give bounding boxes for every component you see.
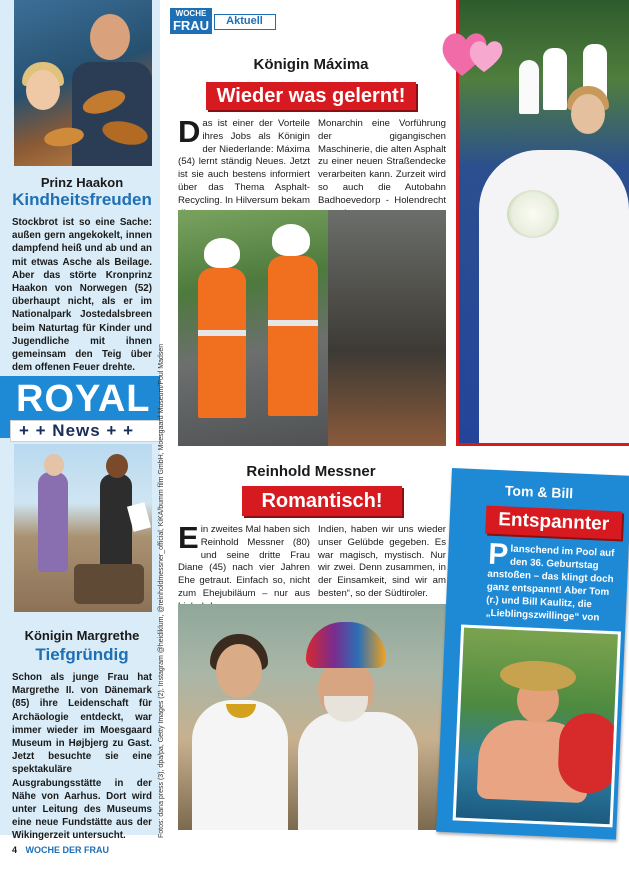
logo-top-word: WOCHE (175, 9, 207, 18)
photo-prince-haakon (14, 0, 152, 166)
photo-tom-bill-pool (453, 625, 621, 828)
magazine-name: WOCHE DER FRAU (25, 845, 110, 855)
maxima-kicker: Königin Máxima (253, 56, 369, 73)
margrethe-kicker: Königin Margrethe (24, 628, 140, 643)
messner-headline: Romantisch! (261, 490, 383, 512)
news-strip (10, 420, 160, 442)
logo-bottom-word: FRAU (172, 18, 210, 33)
news-subtitle: + + News + + (19, 421, 135, 440)
section-tag (214, 14, 276, 30)
photo-queen-margrethe (14, 444, 152, 612)
maxima-headline: Wieder was gelernt! (216, 85, 406, 107)
maxima-headline-banner (206, 82, 416, 110)
photo-queen-maxima (178, 210, 446, 446)
section-label: Aktuell (226, 15, 263, 27)
haakon-kicker: Prinz Haakon (40, 175, 124, 190)
page-footer (12, 845, 109, 855)
maxima-text-1: as ist einer der Vorteile ihres Jobs als Königin der Niederlande: Máxima (54) lernt ständig Neues. Jetzt ist sie auch bestens informiert über das Thema Asphalt-Recycling. In Hilversum bekam (178, 118, 310, 206)
messner-text-column-1 (178, 520, 311, 614)
page-number: 4 (12, 845, 18, 855)
tom-bill-text: lanschend im Pool auf den 36. Geburtstag anstoßen – das klingt doch ganz entspannt! Aber Tom (r.) und Bill Kaulitz, die „Lieblingszwillinge“ von (485, 543, 615, 624)
tom-bill-headline: Entspannter (497, 509, 610, 535)
royal-title: ROYAL (16, 378, 151, 420)
tom-bill-card (436, 468, 629, 840)
photo-credit: Fotos: dana press (3), dpa/pa, Getty Images (2), Instagram @heidiklum, @reinholdmessner_official, KiKA/bumm film GmbH, Moesgaard Museum/Poul Madsen (158, 343, 165, 838)
messner-dropcap: E (178, 520, 199, 555)
maxima-text-column-1 (178, 114, 310, 220)
photo-reinhold-messner (178, 604, 446, 830)
tom-bill-article-text (485, 537, 620, 626)
tom-bill-kicker: Tom & Bill (504, 482, 574, 502)
tom-bill-dropcap: P (487, 537, 509, 572)
magazine-logo (170, 8, 212, 34)
haakon-article-text: Stockbrot ist so eine Sache: außen gern angekokelt, innen dampfend heiß und ab und an mit etwas Asche als Beilage. Aber das störte Kronprinz Haakon von Norwegen (52) überhaupt nicht, als er im Nationalpark Jostedalsbreen beim Naturtag für Kinder und Jugendliche mit ihnen gemeinsam den Teig über dem offenen Feuer drehte. (12, 217, 152, 374)
messner-kicker: Reinhold Messner (246, 463, 376, 480)
tom-bill-headline-banner (485, 506, 622, 540)
margrethe-headline: Tiefgründig (35, 645, 129, 664)
hearts-icon (440, 22, 504, 82)
messner-headline-banner (242, 486, 402, 516)
messner-text-column-2: Indien, haben wir uns wieder unser Gelübde gegeben. Es war magisch, mystisch. Nur wir zwei. Denn zusammen, in der Einsamkeit, sind wir am besten“, so der Südtiroler. (318, 524, 446, 599)
margrethe-article-text: Schon als junge Frau hat Margrethe II. von Dänemark (85) ihre Leidenschaft für Archäologie entdeckt, war immer wieder im Moesgaard Museum in Højbjerg zu Gast. Jetzt besuchte sie eine spektakuläre Ausgrabungsstätte in der Nähe von Aarhus. Dort wird unter Leitung des Museums eine neue Fundstätte aus der Wikingerzeit untersucht. (12, 672, 152, 842)
haakon-headline: Kindheitsfreuden (12, 190, 152, 209)
maxima-text-column-2: Monarchin eine Vorführung der gigangischen Maschinerie, die alten Asphalt zu einer neuen Straßendecke verarbeiten kann. Zurzeit wird so auch die Autobahn Badhoevedorp - Holendrecht (318, 118, 446, 206)
messner-text-1: in zweites Mal haben sich Reinhold Messner (80) und seine dritte Frau Diane (45) nach vier Jahren Ehe getraut. Einfach so, nicht zum Ehejubiläum – nur aus (178, 524, 311, 599)
maxima-dropcap: D (178, 114, 201, 149)
